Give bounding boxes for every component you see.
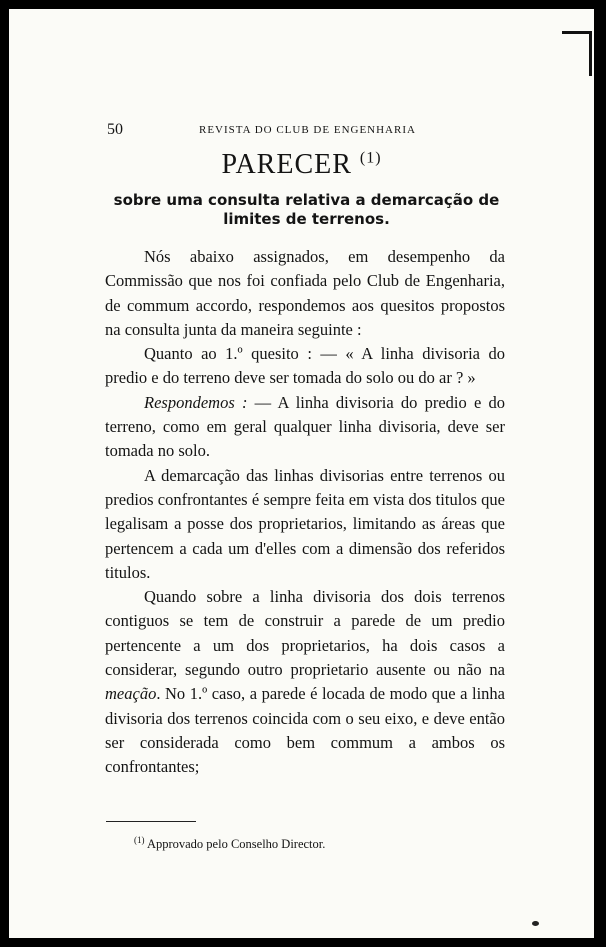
running-header (105, 121, 512, 143)
footnote-marker: (1) (134, 835, 145, 845)
paragraph: Respondemos : — A linha divisoria do predio e do terreno, como em geral qualquer linha divisoria, deve ser tomada no solo. (105, 392, 505, 461)
article-title (9, 149, 594, 181)
scan-speck (532, 921, 539, 926)
title-text: PARECER (221, 149, 352, 180)
footnote-text: Approvado pelo Conselho Director. (146, 837, 326, 852)
title-footnote-ref: (1) (359, 149, 382, 167)
scan-edge-mark (562, 31, 592, 34)
article-body (105, 245, 505, 780)
emphasis: meação (105, 684, 157, 704)
paragraph: Nós abaixo assignados, em desempenho da Commissão que nos foi confiada pelo Club de Engenharia, de commum accordo, respondemos aos quesitos propostos na consulta junta da maneira seguinte : (105, 247, 505, 339)
footnote (134, 835, 325, 852)
page-number: 50 (107, 121, 123, 138)
emphasis: Respondemos : (144, 392, 248, 412)
footnote-rule (106, 821, 196, 822)
running-title: REVISTA DO CLUB DE ENGENHARIA (199, 124, 416, 136)
scan-edge-mark-vertical (589, 31, 592, 76)
article-subtitle: sobre uma consulta relativa a demarcação de limites de terrenos. (113, 191, 500, 228)
page (9, 9, 594, 938)
paragraph: Quanto ao 1.º quesito : — « A linha divisoria do predio e do terreno deve ser tomada do solo ou do ar ? » (105, 344, 505, 388)
paragraph: A demarcação das linhas divisorias entre terrenos ou predios confrontantes é sempre feita em vista dos titulos que legalisam a posse dos proprietarios, limitando as áreas que pertencem a cada um d'elles com a dimensão dos referidos titulos. (105, 465, 505, 582)
paragraph: Quando sobre a linha divisoria dos dois terrenos contiguos se tem de construir a parede de um predio pertencente a um dos proprietarios, ha dois casos a considerar, segundo outro proprietario ausente ou não na meação. No 1.º caso, a parede é locada de modo que a linha divisoria dos terrenos coincida com o seu eixo, e deve então ser considerada como bem commum a ambos os confrontantes; (105, 587, 505, 777)
